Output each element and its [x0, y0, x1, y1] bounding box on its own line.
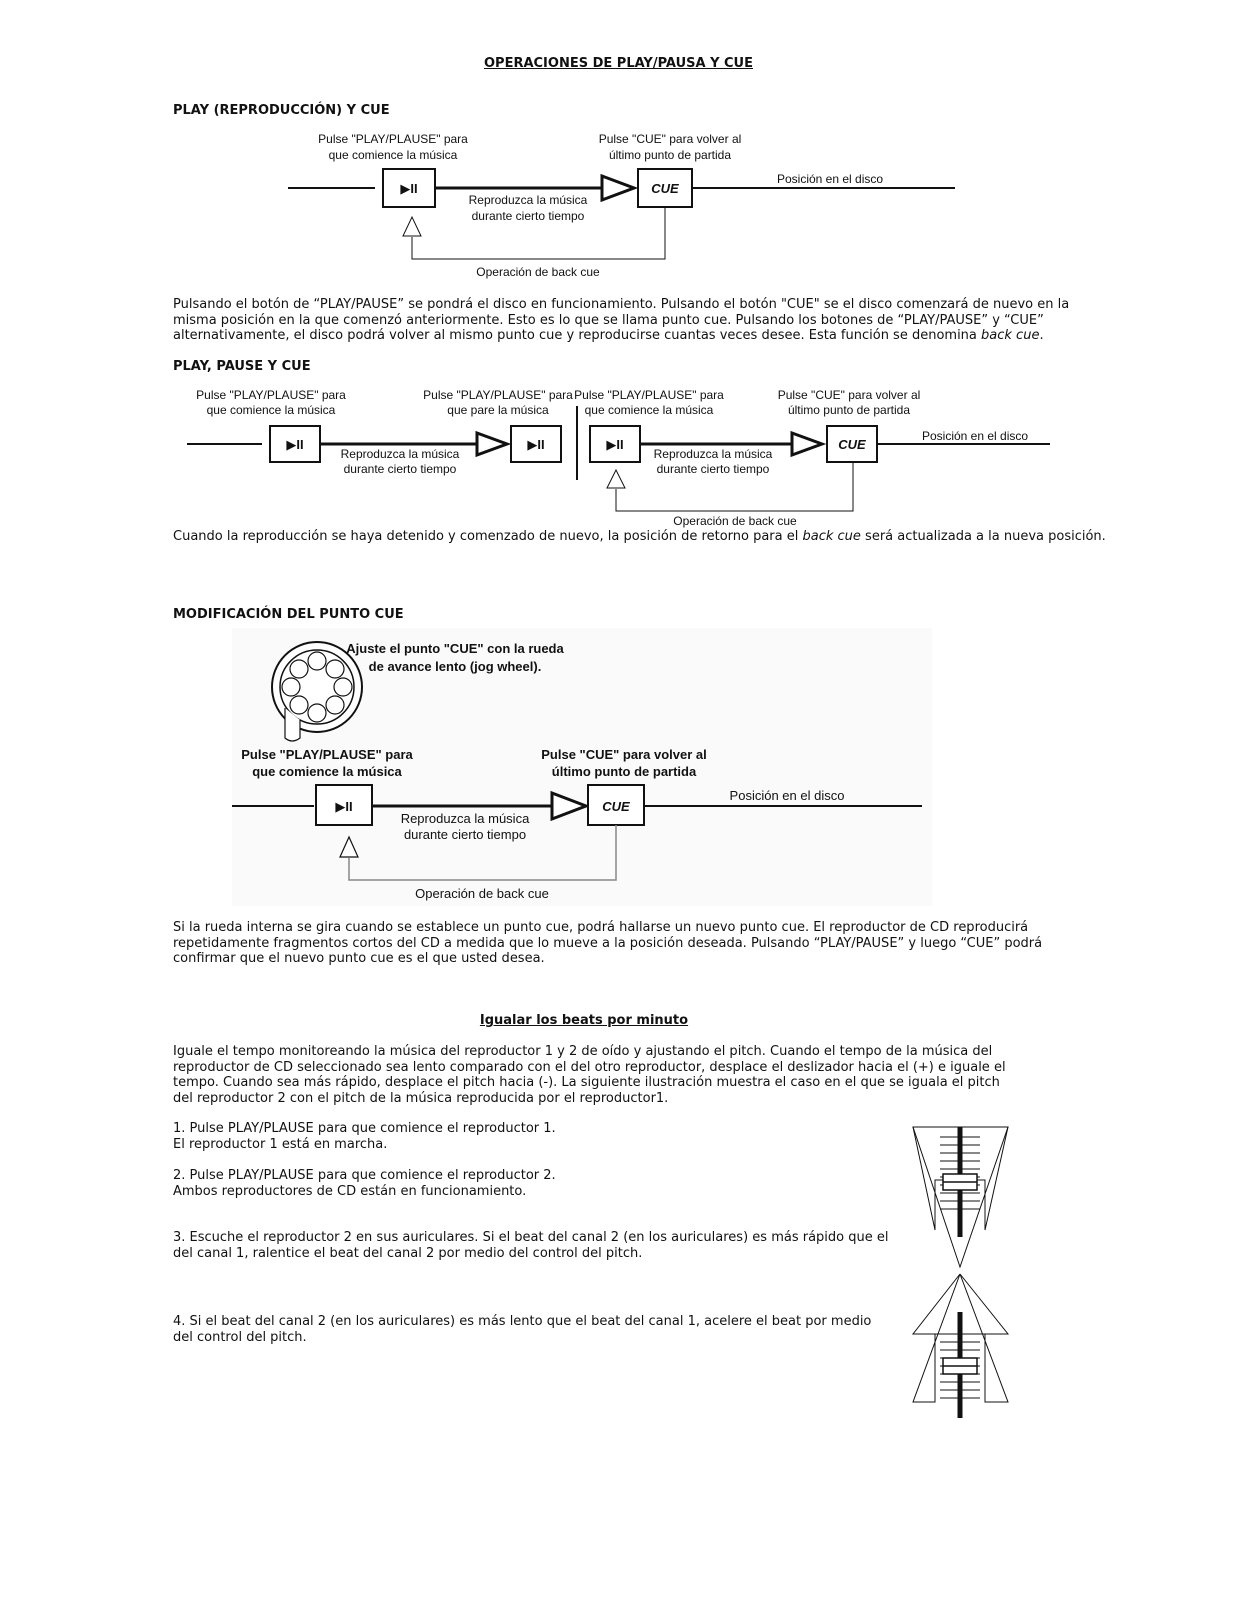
play-pause-glyph: ▶II [400, 181, 418, 196]
paragraph-text: será actualizada a la nueva posición. [860, 529, 1106, 544]
paragraph-text: alternativamente, el disco podrá volver al mismo punto cue y reproducirse cuantas veces desee. Esta función se denomina [173, 328, 982, 343]
label-a-line1: Pulse "PLAY/PLAUSE" para [196, 388, 346, 402]
play-duration-label-line1: Reproduzca la música [340, 447, 460, 461]
paragraph-line: del reproductor 2 con el pitch de la música reproducida por el reproductor1. [173, 1090, 669, 1106]
section-heading-play-cue: PLAY (REPRODUCCIÓN) Y CUE [173, 103, 390, 118]
play-pause-cue-diagram [0, 380, 1237, 530]
step-4 [173, 1314, 871, 1345]
play-pause-glyph: ▶II [606, 437, 624, 452]
play-button-label-line2: que comience la música [328, 148, 458, 162]
jog-wheel-label-line2: de avance lento (jog wheel). [368, 659, 542, 674]
pitch-slider-down-icon [905, 1125, 1015, 1270]
step-line: 3. Escuche el reproductor 2 en sus auriculares. Si el beat del canal 2 (en los auriculares) es más rápido que el [173, 1230, 889, 1245]
page-title: OPERACIONES DE PLAY/PAUSA Y CUE [483, 56, 753, 71]
arrow-right-icon [602, 176, 634, 200]
arrow-up-icon [607, 470, 625, 488]
step-1 [173, 1121, 556, 1152]
paragraph-play-cue [173, 297, 1069, 344]
play-pause-glyph: ▶II [527, 437, 545, 452]
play-duration-label-line2: durante cierto tiempo [403, 827, 527, 842]
cue-button-text: CUE [651, 181, 679, 196]
label-d-line1: Pulse "CUE" para volver al [777, 388, 921, 402]
position-label: Posición en el disco [776, 172, 884, 186]
step-3 [173, 1230, 888, 1261]
paragraph-line: Iguale el tempo monitoreando la música del reproductor 1 y 2 de oído y ajustando el pitch. Cuando el tempo de la música del [173, 1044, 993, 1059]
paragraph-line: reproductor de CD seleccionado sea lento comparado con el del otro reproductor, desplace el deslizador hacia el (+) e iguale el [173, 1059, 1006, 1075]
play-pause-glyph: ▶II [286, 437, 304, 452]
paragraph-cue-modification [173, 920, 1042, 967]
label-c-line1: Pulse "PLAY/PLAUSE" para [574, 388, 724, 402]
label-b-line1: Pulse "PLAY/PLAUSE" para [423, 388, 573, 402]
pitch-slider-up-icon [905, 1272, 1015, 1422]
paragraph-bpm-intro [173, 1044, 1006, 1106]
cue-button-text: CUE [602, 799, 630, 814]
arrow-right-icon [477, 433, 507, 455]
back-cue-term: back cue [981, 328, 1040, 343]
paragraph-line: Pulsando el botón de “PLAY/PAUSE” se pondrá el disco en funcionamiento. Pulsando el botón "CUE" se el disco comenzará de nuevo en la [173, 297, 1070, 312]
cue-button-label-line1: Pulse "CUE" para volver al [541, 747, 707, 762]
section-title-bpm: Igualar los beats por minuto [479, 1013, 689, 1028]
back-cue-label: Operación de back cue [415, 886, 549, 901]
jog-wheel-label-line1: Ajuste el punto "CUE" con la rueda [346, 641, 564, 656]
paragraph-line: tempo. Cuando sea más rápido, desplace el pitch hacia (-). La siguiente ilustración muestra el caso en el que se iguala el pitch [173, 1075, 1000, 1090]
cue-button-text: CUE [838, 437, 866, 452]
play-button-label-line2: que comience la música [252, 764, 402, 779]
play-duration-label-line2: durante cierto tiempo [471, 209, 585, 223]
section-heading-cue-modification: MODIFICACIÓN DEL PUNTO CUE [173, 607, 404, 622]
step-line: 1. Pulse PLAY/PLAUSE para que comience el reproductor 1. [173, 1121, 556, 1136]
cue-button-label-line1: Pulse "CUE" para volver al [598, 132, 742, 146]
play-button-label-line1: Pulse "PLAY/PLAUSE" para [318, 132, 468, 146]
step-line: del canal 1, ralentice el beat del canal 2 por medio del control del pitch. [173, 1245, 643, 1261]
paragraph-line: repetidamente fragmentos cortos del CD a medida que lo mueve a la posición deseada. Pulsando “PLAY/PAUSE” y luego “CUE” podrá [173, 935, 1043, 951]
step-line: 4. Si el beat del canal 2 (en los auriculares) es más lento que el beat del canal 1, acelere el beat por medio [173, 1314, 872, 1329]
label-c-line2: que comience la música [584, 403, 714, 417]
step-line: del control del pitch. [173, 1329, 307, 1345]
arrow-up-icon [403, 217, 421, 236]
play-duration-label-line1: Reproduzca la música [400, 811, 530, 826]
cue-modification-diagram [0, 628, 1237, 910]
cue-button-label-line2: último punto de partida [551, 764, 697, 779]
label-b-line2: que pare la música [447, 403, 549, 417]
section-heading-play-pause-cue: PLAY, PAUSE Y CUE [173, 359, 311, 374]
play-duration-label-line2: durante cierto tiempo [343, 462, 457, 476]
paragraph-line: Si la rueda interna se gira cuando se establece un punto cue, podrá hallarse un nuevo punto cue. El reproductor de CD reproducirá [173, 920, 1029, 935]
back-cue-label: Operación de back cue [476, 265, 600, 279]
play-duration-label-line1: Reproduzca la música [653, 447, 773, 461]
label-a-line2: que comience la música [206, 403, 336, 417]
step-line: El reproductor 1 está en marcha. [173, 1136, 388, 1152]
step-line: Ambos reproductores de CD están en funcionamiento. [173, 1183, 527, 1199]
label-d-line2: último punto de partida [787, 403, 911, 417]
paragraph-text: . [1039, 328, 1044, 343]
play-cue-diagram [0, 125, 1237, 285]
play-duration-label-line2: durante cierto tiempo [656, 462, 770, 476]
position-label: Posición en el disco [729, 788, 845, 803]
position-label: Posición en el disco [921, 429, 1029, 443]
paragraph-line: confirmar que el nuevo punto cue es el que usted desea. [173, 951, 545, 966]
paragraph-line [173, 328, 1069, 344]
paragraph-line: misma posición en la que comenzó anteriormente. Esto es lo que se llama punto cue. Pulsando los botones de “PLAY/PAUSE” y “CUE” [173, 312, 1044, 328]
arrow-right-icon [792, 433, 822, 455]
paragraph-text: Cuando la reproducción se haya detenido y comenzado de nuevo, la posición de retorno para el [173, 529, 803, 544]
play-duration-label-line1: Reproduzca la música [468, 193, 588, 207]
cue-button-label-line2: último punto de partida [608, 148, 732, 162]
paragraph-play-pause-cue [173, 529, 1106, 545]
back-cue-term: back cue [802, 529, 861, 544]
play-button-label-line1: Pulse "PLAY/PLAUSE" para [241, 747, 413, 762]
step-2 [173, 1168, 556, 1199]
play-pause-glyph: ▶II [335, 799, 353, 814]
back-cue-label: Operación de back cue [673, 514, 797, 528]
step-line: 2. Pulse PLAY/PLAUSE para que comience el reproductor 2. [173, 1168, 556, 1183]
